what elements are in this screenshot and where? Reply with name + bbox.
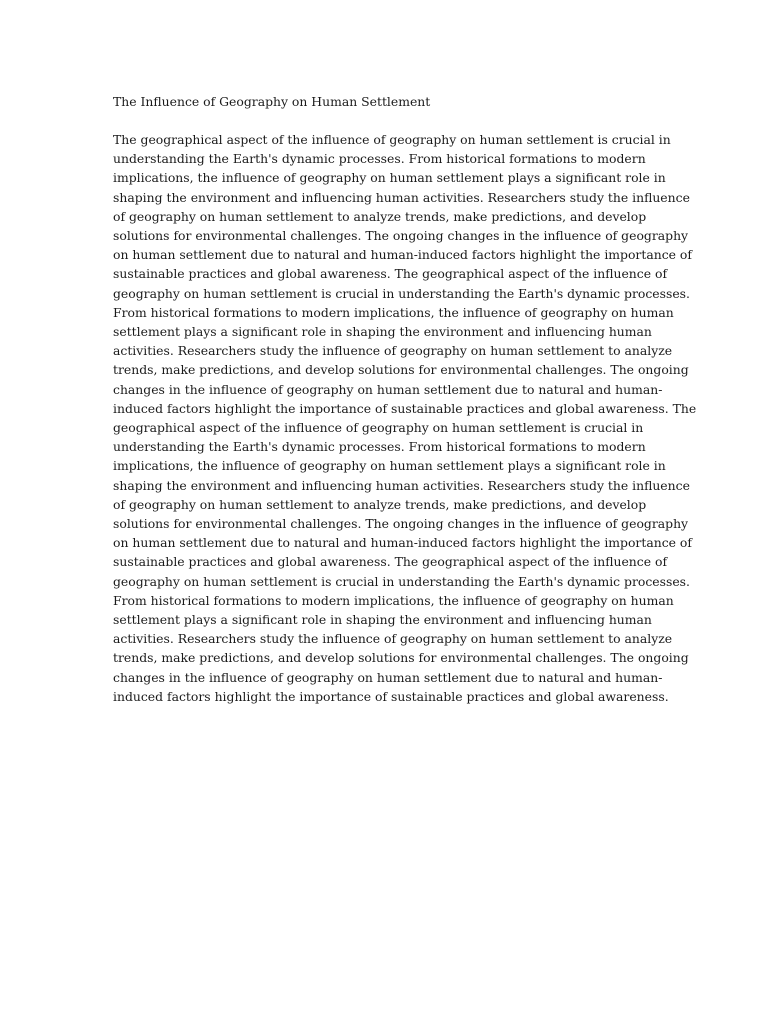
body-line: The geographical aspect of the influence of geography on human settlement is crucial in xyxy=(113,132,671,147)
body-line: of geography on human settlement to analyze trends, make predictions, and develop xyxy=(113,208,647,224)
body-line: shaping the environment and influencing human activities. Researchers study the influence xyxy=(113,477,690,493)
document-body xyxy=(113,130,697,706)
document-title: The Influence of Geography on Human Settlement xyxy=(113,94,431,109)
body-line: geographical aspect of the influence of geography on human settlement is crucial in xyxy=(113,420,644,436)
body-line: From historical formations to modern implications, the influence of geography on human xyxy=(113,592,674,608)
body-line: activities. Researchers study the influence of geography on human settlement to analyze xyxy=(113,631,673,647)
body-line: solutions for environmental challenges. The ongoing changes in the influence of geography xyxy=(113,516,689,532)
body-line: settlement plays a significant role in shaping the environment and influencing human xyxy=(113,324,652,340)
body-line: on human settlement due to natural and human-induced factors highlight the importance of xyxy=(113,535,692,551)
body-line: on human settlement due to natural and human-induced factors highlight the importance of xyxy=(113,247,692,263)
body-line: sustainable practices and global awareness. The geographical aspect of the influence of xyxy=(113,554,668,570)
body-line: understanding the Earth's dynamic processes. From historical formations to modern xyxy=(113,439,646,455)
body-line: shaping the environment and influencing human activities. Researchers study the influence xyxy=(113,189,690,205)
body-line: trends, make predictions, and develop solutions for environmental challenges. The ongoing xyxy=(113,362,689,378)
body-line: induced factors highlight the importance of sustainable practices and global awareness. The xyxy=(113,400,697,416)
body-line: From historical formations to modern implications, the influence of geography on human xyxy=(113,304,674,320)
body-line: sustainable practices and global awareness. The geographical aspect of the influence of xyxy=(113,266,668,282)
body-line: understanding the Earth's dynamic processes. From historical formations to modern xyxy=(113,151,646,167)
body-line: trends, make predictions, and develop solutions for environmental challenges. The ongoing xyxy=(113,650,689,666)
body-line: activities. Researchers study the influence of geography on human settlement to analyze xyxy=(113,343,673,359)
body-line: geography on human settlement is crucial in understanding the Earth's dynamic processes. xyxy=(113,285,690,301)
body-line: changes in the influence of geography on human settlement due to natural and human- xyxy=(113,669,663,685)
body-line: solutions for environmental challenges. The ongoing changes in the influence of geography xyxy=(113,228,689,244)
body-line: of geography on human settlement to analyze trends, make predictions, and develop xyxy=(113,496,647,512)
body-line: changes in the influence of geography on human settlement due to natural and human- xyxy=(113,381,663,397)
body-line: implications, the influence of geography on human settlement plays a significant role in xyxy=(113,458,666,474)
body-line: induced factors highlight the importance of sustainable practices and global awareness. xyxy=(113,688,669,704)
body-line: implications, the influence of geography on human settlement plays a significant role in xyxy=(113,170,666,186)
body-line: settlement plays a significant role in shaping the environment and influencing human xyxy=(113,612,652,628)
body-line: geography on human settlement is crucial in understanding the Earth's dynamic processes. xyxy=(113,573,690,589)
